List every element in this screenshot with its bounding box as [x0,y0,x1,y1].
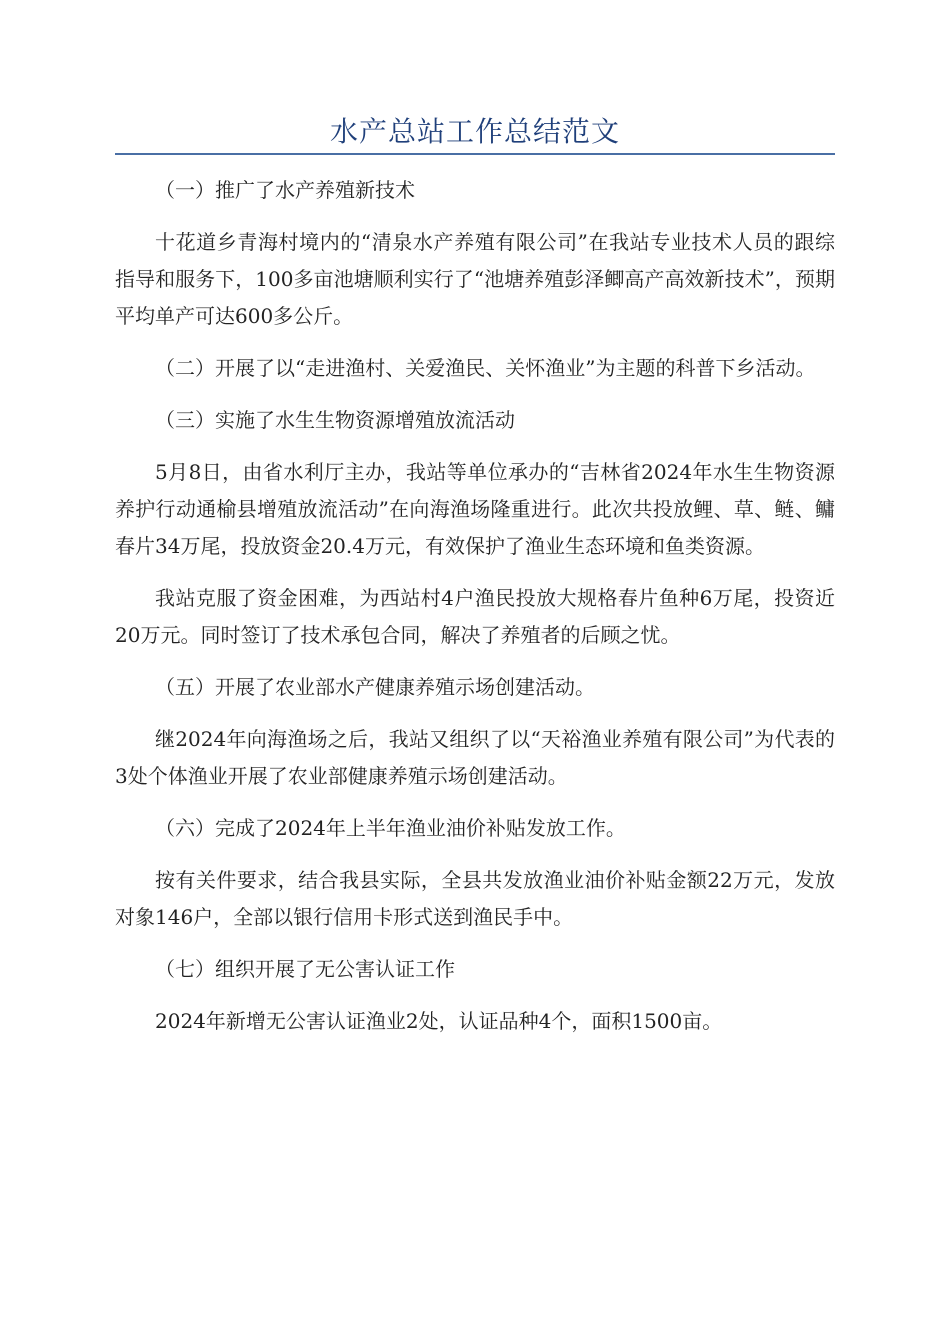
title-underline [115,153,835,155]
section-heading-2: （二）开展了以“走进渔村、关爱渔民、关怀渔业”为主题的科普下乡活动。 [155,356,816,380]
paragraph-demonstration-farm: 继2024年向海渔场之后，我站又组织了以“天裕渔业养殖有限公司”为代表的3处个体渔业开展了农业部健康养殖示场创建活动。 [115,727,835,788]
paragraph-release-activity: 5月8日，由省水利厅主办，我站等单位承办的“吉林省2024年水生生物资源养护行动通榆县增殖放流活动”在向海渔场隆重进行。此次共投放鲤、草、鲢、鳙春片34万尾，投放资金20.4万元，有效保护了渔业生态环境和鱼类资源。 [115,460,835,558]
paragraph-funding-support: 我站克服了资金困难，为西站村4户渔民投放大规格春片鱼种6万尾，投资近20万元。同时签订了技术承包合同，解决了养殖者的后顾之忧。 [115,586,835,647]
section-heading-1: （一）推广了水产养殖新技术 [155,178,415,202]
section-heading-6: （六）完成了2024年上半年渔业油价补贴发放工作。 [155,816,626,840]
section-heading-7: （七）组织开展了无公害认证工作 [155,957,455,981]
paragraph-technology-promotion: 十花道乡青海村境内的“清泉水产养殖有限公司”在我站专业技术人员的跟综指导和服务下，100多亩池塘顺利实行了“池塘养殖彭泽鲫高产高效新技术”，预期平均单产可达600多公斤。 [115,230,835,328]
paragraph-fuel-subsidy: 按有关件要求，结合我县实际，全县共发放渔业油价补贴金额22万元，发放对象146户，全部以银行信用卡形式送到渔民手中。 [115,868,835,929]
section-heading-3: （三）实施了水生生物资源增殖放流活动 [155,408,515,432]
paragraph-certification: 2024年新增无公害认证渔业2处，认证品种4个，面积1500亩。 [155,1009,723,1033]
section-heading-5: （五）开展了农业部水产健康养殖示场创建活动。 [155,675,595,699]
document-body [115,172,835,1055]
document-title: 水产总站工作总结范文 [329,115,620,148]
